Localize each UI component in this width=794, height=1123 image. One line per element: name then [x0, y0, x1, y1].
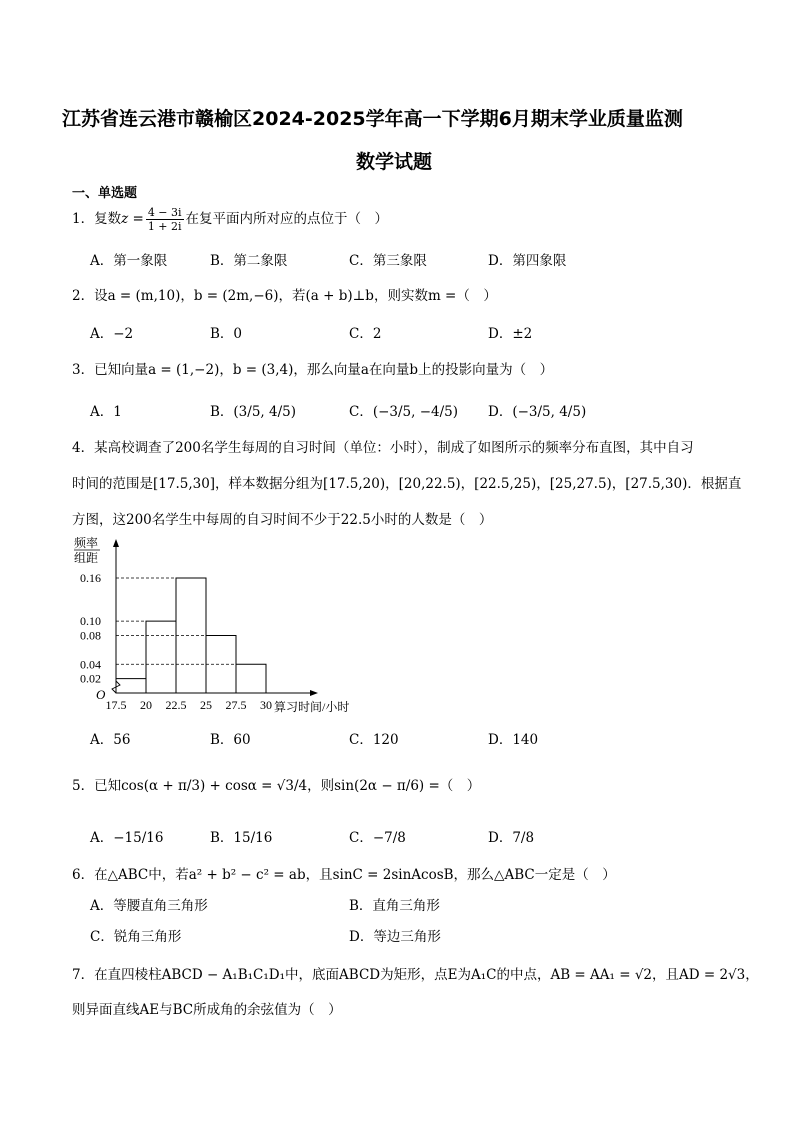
question-5: 5．已知cos(α + π/3) + cosα = √3/4，则sin(2α − π/6) =（ ）	[72, 778, 481, 794]
q5-option-a: A．−15/16	[90, 830, 164, 846]
question-1	[72, 204, 388, 234]
q1-prefix: 1．复数	[72, 211, 122, 227]
q3-option-b: B．(3/5, 4/5)	[210, 404, 296, 420]
question-4-line-2: 时间的范围是[17.5,30]，样本数据分组为[17.5,20)，[20,22.5)，[22.5,25)，[25,27.5)，[27.5,30)．根据直	[72, 476, 742, 492]
q6-option-c: C．锐角三角形	[90, 929, 182, 945]
q2-option-d: D．±2	[488, 326, 533, 342]
q6-option-d: D．等边三角形	[349, 929, 441, 945]
chart-x-ticks	[106, 698, 273, 712]
q1-fraction	[146, 206, 184, 233]
q1-denominator: 1 + 2i	[147, 220, 182, 233]
q1-option-b: B．第二象限	[210, 253, 288, 269]
histogram-bar	[116, 679, 146, 693]
y-tick-label: 0.10	[80, 614, 101, 629]
x-tick-label: 30	[260, 698, 272, 712]
q4-option-d: D．140	[488, 732, 539, 748]
q2-option-a: A．−2	[90, 326, 134, 342]
x-tick-label: 17.5	[105, 698, 127, 712]
question-4-line-1: 4．某高校调查了200名学生每周的自习时间（单位：小时），制成了如图所示的频率分布直图，其中自习	[72, 440, 694, 456]
question-2: 2．设a = (m,10)，b = (2m,−6)，若(a + b)⊥b，则实数m =（ ）	[72, 288, 497, 304]
q1-numerator: 4 − 3i	[147, 206, 182, 219]
q6-option-b: B．直角三角形	[349, 898, 440, 914]
question-7-line-2: 则异面直线AE与BC所成角的余弦值为（ ）	[72, 1002, 342, 1018]
q4-option-a: A．56	[90, 732, 131, 748]
q2-option-b: B．0	[210, 326, 243, 342]
x-tick-label: 27.5	[225, 698, 247, 712]
chart-xlabel: 算习时间/小时	[274, 700, 350, 714]
question-6: 6．在△ABC中，若a² + b² − c² = ab，且sinC = 2sinAcosB，那么△ABC一定是（ ）	[72, 867, 616, 883]
y-tick-label: 0.16	[80, 571, 101, 585]
question-3: 3．已知向量a = (1,−2)，b = (3,4)，那么向量a在向量b上的投影向量为（ ）	[72, 362, 554, 378]
question-7-line-1: 7．在直四棱柱ABCD − A₁B₁C₁D₁中，底面ABCD为矩形，点E为A₁C的中点，AB = AA₁ = √2，且AD = 2√3，	[72, 967, 759, 983]
q3-option-d: D．(−3/5, 4/5)	[488, 404, 587, 420]
histogram-bar	[146, 621, 176, 693]
q3-option-a: A．1	[90, 404, 122, 420]
q1-option-d: D．第四象限	[488, 253, 567, 269]
section-heading: 一、单选题	[72, 186, 138, 201]
q4-option-b: B．60	[210, 732, 251, 748]
histogram-chart	[70, 533, 370, 718]
chart-x-axis-arrow	[310, 690, 318, 696]
chart-y-ticks	[80, 571, 101, 686]
q1-suffix: 在复平面内所对应的点位于（ ）	[185, 211, 389, 227]
q1-option-a: A．第一象限	[90, 253, 168, 269]
y-tick-label: 0.04	[80, 657, 101, 672]
histogram-bar	[236, 664, 266, 693]
chart-ylabel-bottom: 组距	[74, 551, 99, 565]
q5-option-c: C．−7/8	[349, 830, 406, 846]
q6-option-a: A．等腰直角三角形	[90, 898, 208, 914]
x-tick-label: 20	[140, 698, 152, 712]
q1-option-c: C．第三象限	[349, 253, 427, 269]
chart-y-axis-arrow	[113, 539, 119, 547]
page-title: 江苏省连云港市赣榆区2024-2025学年高一下学期6月期末学业质量监测	[62, 108, 683, 130]
x-tick-label: 25	[200, 698, 212, 712]
y-tick-label: 0.08	[80, 628, 101, 643]
q1-z: z =	[121, 211, 144, 227]
chart-origin: O	[96, 687, 106, 702]
y-tick-label: 0.02	[80, 671, 101, 686]
q5-option-b: B．15/16	[210, 830, 273, 846]
q4-option-c: C．120	[349, 732, 399, 748]
page-subtitle: 数学试题	[356, 151, 433, 173]
x-tick-label: 22.5	[165, 698, 187, 712]
chart-ylabel-top: 频率	[74, 536, 99, 550]
q3-option-c: C．(−3/5, −4/5)	[349, 404, 459, 420]
question-4-line-3: 方图，这200名学生中每周的自习时间不少于22.5小时的人数是（ ）	[72, 512, 493, 528]
q2-option-c: C．2	[349, 326, 382, 342]
q5-option-d: D．7/8	[488, 830, 535, 846]
